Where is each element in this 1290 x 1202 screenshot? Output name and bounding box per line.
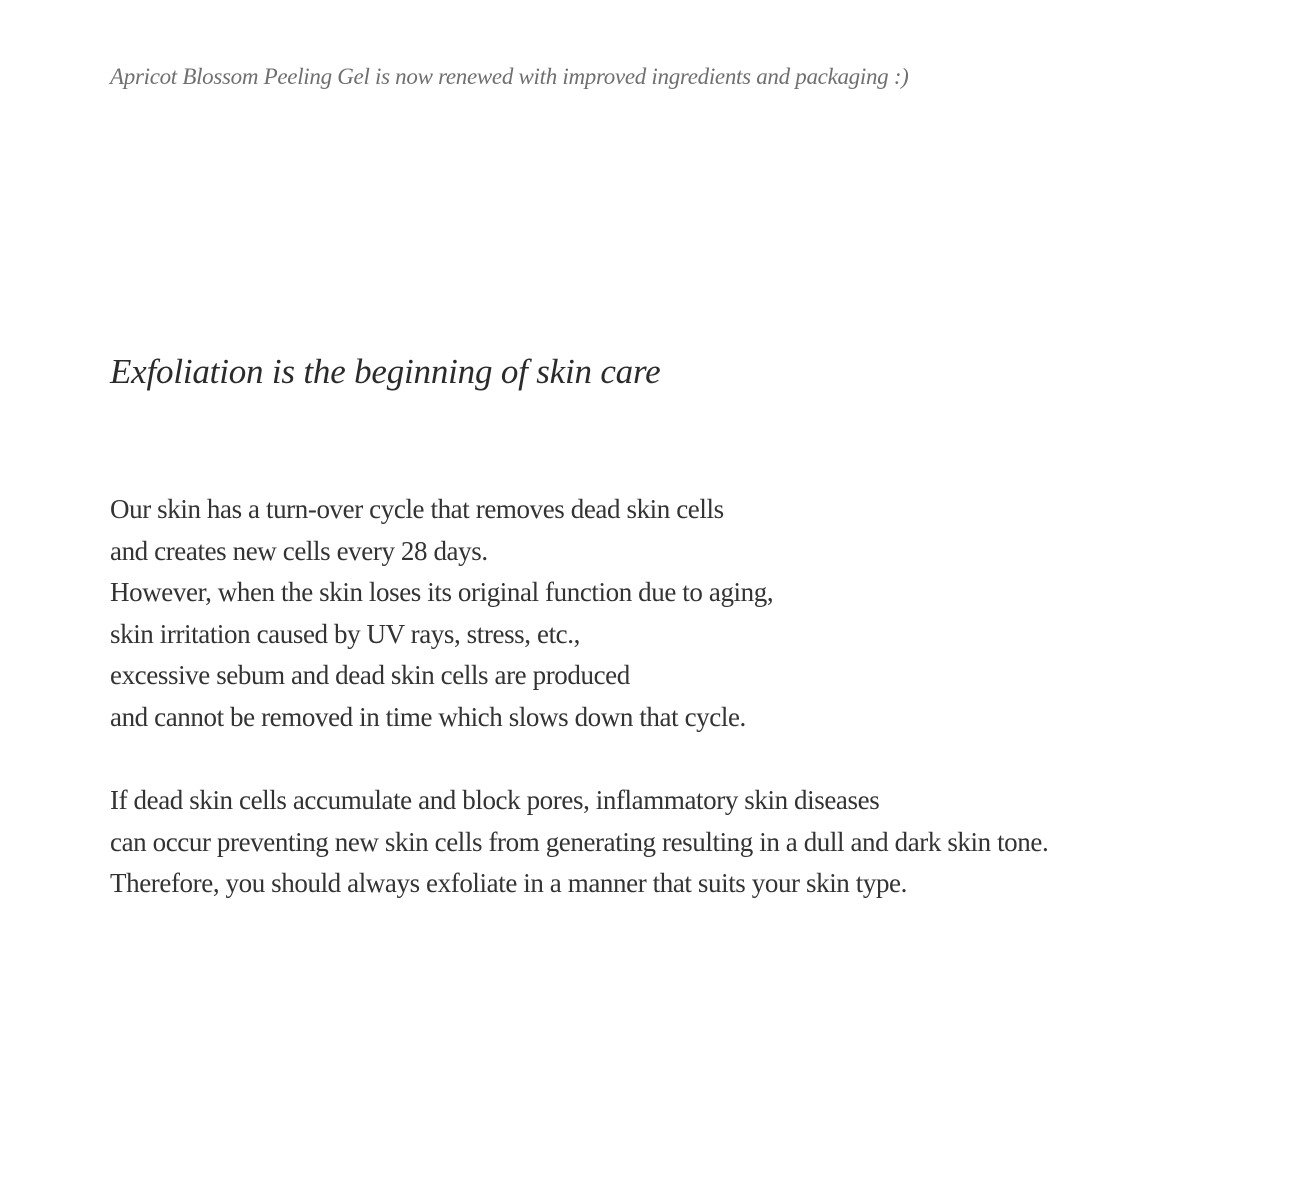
paragraph-line: and creates new cells every 28 days.: [110, 535, 488, 566]
paragraph-line: However, when the skin loses its original function due to aging,: [110, 577, 774, 608]
paragraph-line: and cannot be removed in time which slows down that cycle.: [110, 701, 746, 732]
paragraph-line: If dead skin cells accumulate and block pores, inflammatory skin diseases: [110, 785, 880, 815]
paragraph-line: Our skin has a turn-over cycle that removes dead skin cells: [110, 494, 724, 524]
renewal-notice: Apricot Blossom Peeling Gel is now renewed with improved ingredients and packaging :): [110, 64, 909, 89]
paragraph-line: can occur preventing new skin cells from generating resulting in a dull and dark skin tone.: [110, 826, 1049, 857]
paragraph-line: skin irritation caused by UV rays, stress, etc.,: [110, 618, 580, 649]
paragraph-line: Therefore, you should always exfoliate in a manner that suits your skin type.: [110, 868, 907, 899]
paragraph-turnover-cycle: [110, 489, 773, 739]
section-heading: Exfoliation is the beginning of skin care: [110, 352, 661, 391]
paragraph-dead-skin-cells: [110, 780, 1048, 905]
paragraph-line: excessive sebum and dead skin cells are produced: [110, 660, 630, 691]
